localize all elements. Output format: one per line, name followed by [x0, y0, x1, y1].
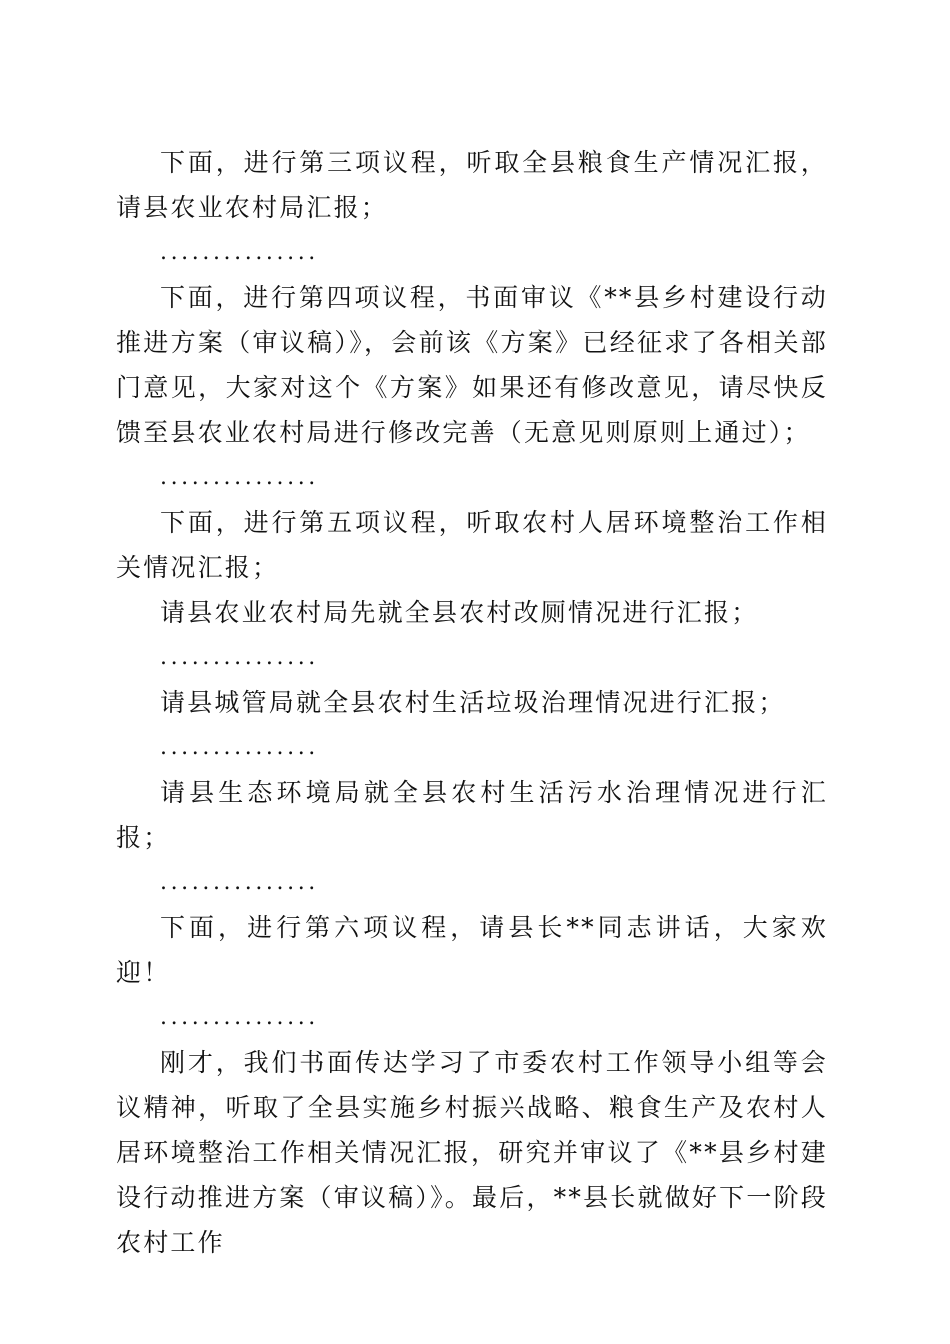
paragraph-summary: 刚才，我们书面传达学习了市委农村工作领导小组等会议精神，听取了全县实施乡村振兴战略、粮食生产及农村人居环境整治工作相关情况汇报，研究并审议了《**县乡村建设行动推进方案（审议稿）》。最后，**县长就做好下一阶段农村工作 — [116, 1048, 828, 1257]
paragraph-report-garbage: 请县城管局就全县农村生活垃圾治理情况进行汇报； — [160, 688, 786, 717]
paragraph-agenda-6: 下面，进行第六项议程，请县长**同志讲话，大家欢迎！ — [116, 913, 828, 987]
paragraph-agenda-3: 下面，进行第三项议程，听取全县粮食生产情况汇报，请县农业农村局汇报； — [116, 148, 828, 222]
ellipsis-separator: ............... — [160, 735, 319, 760]
document-body — [116, 140, 828, 1265]
ellipsis-separator: ............... — [160, 1005, 319, 1030]
ellipsis-separator: ............... — [160, 465, 319, 490]
paragraph-report-sewage: 请县生态环境局就全县农村生活污水治理情况进行汇报； — [116, 778, 828, 852]
ellipsis-separator: ............... — [160, 240, 319, 265]
ellipsis-separator: ............... — [160, 870, 319, 895]
paragraph-agenda-5: 下面，进行第五项议程，听取农村人居环境整治工作相关情况汇报； — [116, 508, 828, 582]
paragraph-report-toilet: 请县农业农村局先就全县农村改厕情况进行汇报； — [160, 598, 759, 627]
paragraph-agenda-4: 下面，进行第四项议程，书面审议《**县乡村建设行动推进方案（审议稿）》，会前该《方案》已经征求了各相关部门意见，大家对这个《方案》如果还有修改意见，请尽快反馈至县农业农村局进行修改完善（无意见则原则上通过）； — [116, 283, 828, 447]
ellipsis-separator: ............... — [160, 645, 319, 670]
